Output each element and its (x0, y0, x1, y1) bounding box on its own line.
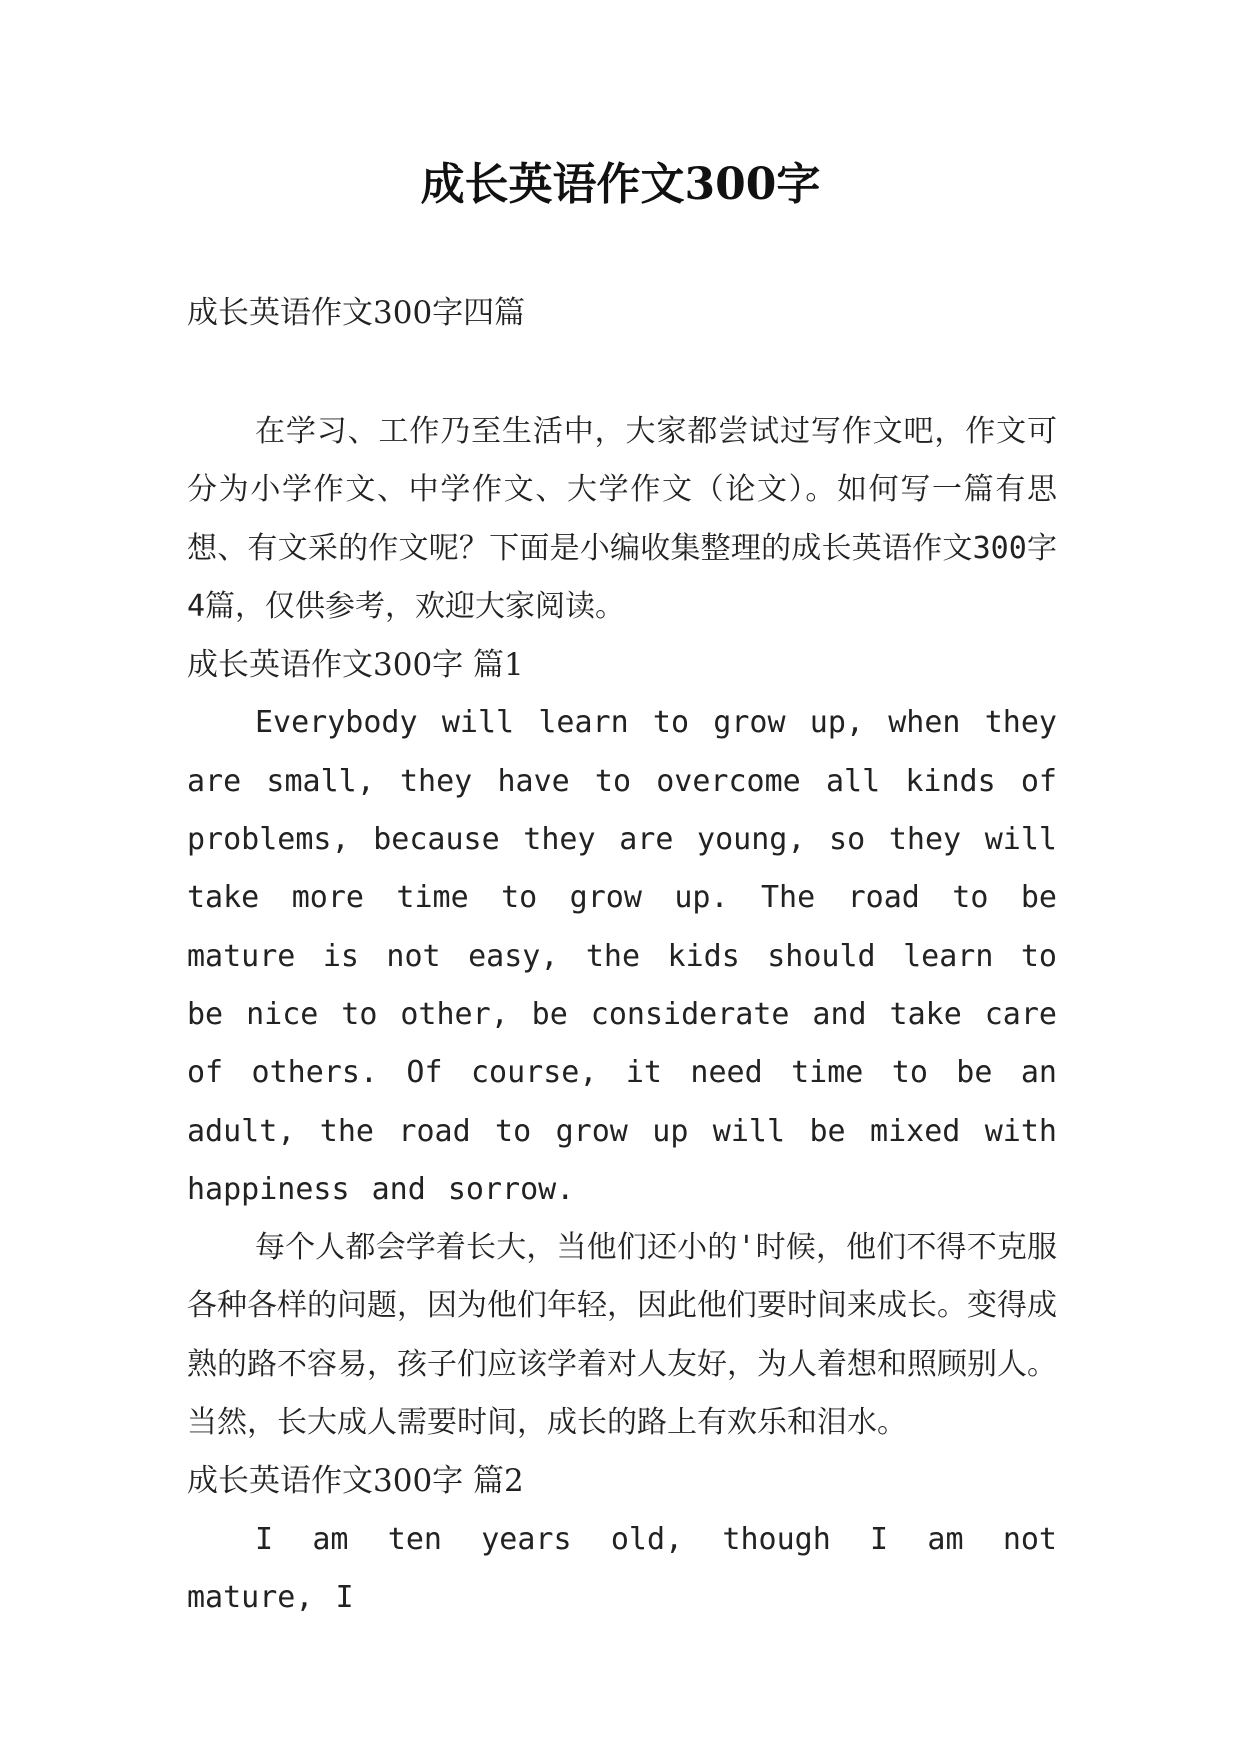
section2-english-paragraph: I am ten years old, though I am not mature, I (187, 1521, 1057, 1615)
document-body (187, 403, 1057, 1627)
section2-heading: 成长英语作文300字 篇2 (187, 1463, 524, 1500)
section1-english-paragraph: Everybody will learn to grow up, when they are small, they have to overcome all kinds of problems, because they are young, so they will take more time to grow up. The road to be mature is not easy, the kids should learn to be nice to other, be considerate and take care of others. Of course, it need time to be an adult, the road to grow up will be mixed with happiness and sorrow. (187, 705, 1057, 1207)
section1-chinese-paragraph: 每个人都会学着长大，当他们还小的'时候，他们不得不克服各种各样的问题，因为他们年轻，因此他们要时间来成长。变得成熟的路不容易，孩子们应该学着对人友好，为人着想和照顾别人。当然，长大成人需要时间，成长的路上有欢乐和泪水。 (187, 1230, 1057, 1441)
intro-paragraph: 在学习、工作乃至生活中，大家都尝试过写作文吧，作文可分为小学作文、中学作文、大学作文（论文）。如何写一篇有思想、有文采的作文呢？下面是小编收集整理的成长英语作文300字4篇，仅供参考，欢迎大家阅读。 (187, 414, 1057, 624)
document-subtitle: 成长英语作文300字四篇 (187, 295, 526, 331)
section1-heading: 成长英语作文300字 篇1 (187, 647, 524, 684)
document-title: 成长英语作文300字 (420, 159, 821, 210)
